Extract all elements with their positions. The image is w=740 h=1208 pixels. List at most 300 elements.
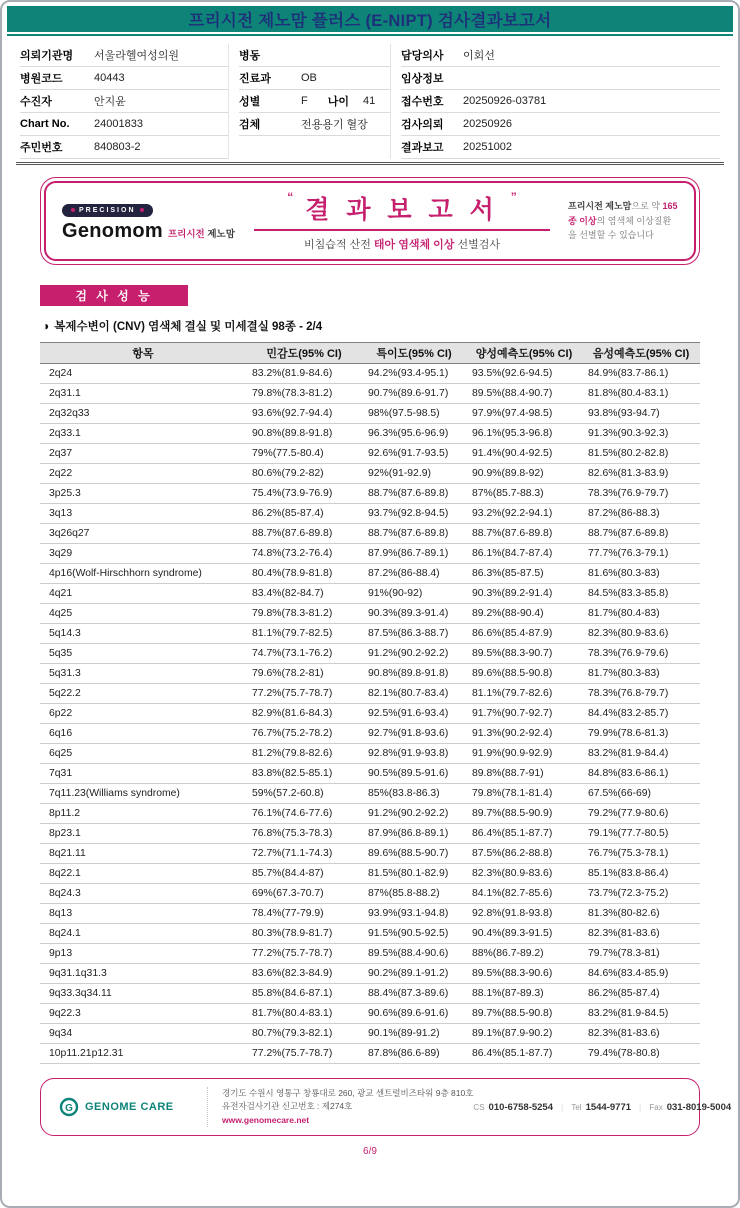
section-divider — [16, 162, 724, 165]
text-segment: 제노맘 — [207, 229, 235, 240]
table-row — [40, 484, 700, 504]
gc-logo-text: GENOME CARE — [85, 1101, 174, 1113]
text-segment: 선별검사 — [454, 239, 500, 251]
item-cell: 8q24.1 — [40, 924, 246, 944]
info-row — [20, 67, 228, 90]
value-cell: 88%(86.7-89.2) — [466, 944, 582, 964]
value-cell: 81.6%(80.3-83) — [582, 564, 700, 584]
value-cell: 78.3%(76.8-79.7) — [582, 684, 700, 704]
info-row — [239, 67, 390, 90]
value-cell: 73.7%(72.3-75.2) — [582, 884, 700, 904]
value-cell: 93.2%(92.2-94.1) — [466, 504, 582, 524]
table-row — [40, 464, 700, 484]
value-cell: 88.4%(87.3-89.6) — [362, 984, 466, 1004]
info-label: 검사의뢰 — [401, 119, 444, 131]
info-row — [20, 136, 228, 159]
value-cell: 85%(83.8-86.3) — [362, 784, 466, 804]
value-cell: 79.7%(78.3-81) — [582, 944, 700, 964]
value-cell: 90.2%(89.1-91.2) — [362, 964, 466, 984]
result-report-banner-inner — [44, 181, 696, 261]
value-cell: 76.7%(75.2-78.2) — [246, 724, 362, 744]
info-value: 24001833 — [94, 118, 143, 130]
item-cell: 2q22 — [40, 464, 246, 484]
value-cell: 67.5%(66-69) — [582, 784, 700, 804]
table-row — [40, 944, 700, 964]
item-cell: 6q16 — [40, 724, 246, 744]
item-cell: 9p13 — [40, 944, 246, 964]
value-cell: 74.8%(73.2-76.4) — [246, 544, 362, 564]
value-cell: 92.5%(91.6-93.4) — [362, 704, 466, 724]
footer-address-block — [207, 1087, 473, 1127]
value-cell: 90.8%(89.8-91.8) — [246, 424, 362, 444]
value-cell: 59%(57.2-60.8) — [246, 784, 362, 804]
value-cell: 85.1%(83.8-86.4) — [582, 864, 700, 884]
table-row — [40, 804, 700, 824]
text-segment: 태아 염색체 이상 — [373, 239, 455, 251]
table-row — [40, 904, 700, 924]
table-row — [40, 564, 700, 584]
item-cell: 9q34 — [40, 1024, 246, 1044]
value-cell: 79.8%(78.1-81.4) — [466, 784, 582, 804]
value-cell: 80.7%(79.3-82.1) — [246, 1024, 362, 1044]
value-cell: 82.3%(80.9-83.6) — [582, 624, 700, 644]
section-title-test-performance — [40, 285, 188, 306]
table-row — [40, 964, 700, 984]
value-cell: 93.5%(92.6-94.5) — [466, 364, 582, 384]
value-cell: 86.6%(85.4-87.9) — [466, 624, 582, 644]
info-label: 수진자 — [20, 96, 52, 108]
value-cell: 94.2%(93.4-95.1) — [362, 364, 466, 384]
table-row — [40, 784, 700, 804]
table-row — [40, 444, 700, 464]
table-row — [40, 724, 700, 744]
value-cell: 81.7%(80.3-83) — [582, 664, 700, 684]
item-cell: 8q22.1 — [40, 864, 246, 884]
footer — [40, 1078, 732, 1136]
value-cell: 87.5%(86.2-88.8) — [466, 844, 582, 864]
text-segment: 165종 이상 — [568, 201, 678, 226]
info-value: 안지윤 — [94, 96, 126, 108]
value-cell: 87.2%(86-88.3) — [582, 504, 700, 524]
value-cell: 92.6%(91.7-93.5) — [362, 444, 466, 464]
value-cell: 81.1%(79.7-82.6) — [466, 684, 582, 704]
table-row — [40, 704, 700, 724]
value-cell: 79%(77.5-80.4) — [246, 444, 362, 464]
info-label: 결과보고 — [401, 142, 444, 154]
text-segment: 의 염색체 이상질환을 선별할 수 있습니다 — [568, 215, 672, 241]
value-cell: 93.8%(93-94.7) — [582, 404, 700, 424]
value-cell: 83.2%(81.9-84.4) — [582, 744, 700, 764]
value-cell: 90.7%(89.6-91.7) — [362, 384, 466, 404]
info-row — [401, 136, 720, 159]
value-cell: 91.3%(90.3-92.3) — [582, 424, 700, 444]
contact-label: Fax — [649, 1102, 663, 1112]
quote-close-icon: ” — [510, 190, 517, 204]
item-cell: 4q21 — [40, 584, 246, 604]
item-cell: 6p22 — [40, 704, 246, 724]
contact-value: 1544-9771 — [585, 1101, 632, 1113]
value-cell: 81.8%(80.4-83.1) — [582, 384, 700, 404]
item-cell: 10p11.21p12.31 — [40, 1044, 246, 1064]
table-row — [40, 764, 700, 784]
value-cell: 86.4%(85.1-87.7) — [466, 1044, 582, 1064]
report-title-text: 결 과 보 고 서 — [305, 196, 499, 224]
table-header-row — [40, 343, 700, 364]
item-cell: 2q33.1 — [40, 424, 246, 444]
value-cell: 86.2%(85-87.4) — [582, 984, 700, 1004]
info-label: 주민번호 — [20, 142, 63, 154]
value-cell: 91.4%(90.4-92.5) — [466, 444, 582, 464]
info-row — [239, 44, 390, 67]
value-cell: 80.6%(79.2-82) — [246, 464, 362, 484]
value-cell: 82.1%(80.7-83.4) — [362, 684, 466, 704]
value-cell: 80.3%(78.9-81.7) — [246, 924, 362, 944]
value-cell: 82.6%(81.3-83.9) — [582, 464, 700, 484]
value-cell: 79.6%(78.2-81) — [246, 664, 362, 684]
info-column-clinical — [228, 44, 390, 159]
info-label: 검체 — [239, 119, 261, 131]
brand-name-kr — [168, 226, 235, 240]
info-column-dates — [390, 44, 720, 159]
info-row — [401, 67, 720, 90]
value-cell: 97.9%(97.4-98.5) — [466, 404, 582, 424]
value-cell: 91.7%(90.7-92.7) — [466, 704, 582, 724]
value-cell: 86.2%(85-87.4) — [246, 504, 362, 524]
value-cell: 89.2%(88-90.4) — [466, 604, 582, 624]
table-caption — [42, 318, 738, 334]
table-row — [40, 364, 700, 384]
value-cell: 76.1%(74.6-77.6) — [246, 804, 362, 824]
report-title — [252, 190, 552, 226]
value-cell: 75.4%(73.9-76.9) — [246, 484, 362, 504]
value-cell: 88.1%(87-89.3) — [466, 984, 582, 1004]
table-row — [40, 1004, 700, 1024]
footer-address: 경기도 수원시 영통구 창룡대로 260, 광교 센트럴비즈타워 9층 810호 — [222, 1088, 474, 1099]
item-cell: 5q31.3 — [40, 664, 246, 684]
value-cell: 91.5%(90.5-92.5) — [362, 924, 466, 944]
item-cell: 2q37 — [40, 444, 246, 464]
item-cell: 2q24 — [40, 364, 246, 384]
info-label: 접수번호 — [401, 96, 444, 108]
item-cell: 7q31 — [40, 764, 246, 784]
report-title-block — [252, 190, 552, 252]
info-value: 서울라헬여성의원 — [94, 50, 180, 62]
value-cell: 90.3%(89.2-91.4) — [466, 584, 582, 604]
info-row — [20, 44, 228, 67]
value-cell: 79.8%(78.3-81.2) — [246, 604, 362, 624]
table-row — [40, 504, 700, 524]
value-cell: 77.2%(75.7-78.7) — [246, 1044, 362, 1064]
value-cell: 87.8%(86.6-89) — [362, 1044, 466, 1064]
item-cell: 3q29 — [40, 544, 246, 564]
contact-separator: | — [639, 1102, 642, 1112]
table-caption-text: 복제수변이 (CNV) 염색체 결실 및 미세결실 98종 - 2/4 — [54, 321, 323, 333]
value-cell: 90.9%(89.8-92) — [466, 464, 582, 484]
value-cell: 78.4%(77-79.9) — [246, 904, 362, 924]
value-cell: 76.7%(75.3-78.1) — [582, 844, 700, 864]
cnv-performance-table — [40, 342, 700, 1064]
value-cell: 89.5%(88.4-90.6) — [362, 944, 466, 964]
table-row — [40, 424, 700, 444]
half-circle-icon: ◑ — [42, 319, 50, 333]
item-cell: 7q11.23(Williams syndrome) — [40, 784, 246, 804]
info-label: 병동 — [239, 50, 261, 62]
info-value: 20250926-03781 — [463, 95, 547, 107]
info-row — [20, 113, 228, 136]
info-label: 임상정보 — [401, 73, 444, 85]
page-number: 6/9 — [363, 1146, 377, 1157]
contact-separator: | — [561, 1102, 564, 1112]
value-cell: 81.5%(80.1-82.9) — [362, 864, 466, 884]
value-cell: 77.7%(76.3-79.1) — [582, 544, 700, 564]
contact-value: 010-6758-5254 — [488, 1101, 553, 1113]
info-value: 840803-2 — [94, 141, 141, 153]
table-row — [40, 924, 700, 944]
value-cell: 89.7%(88.5-90.8) — [466, 1004, 582, 1024]
value-cell: 78.3%(76.9-79.7) — [582, 484, 700, 504]
value-cell: 84.1%(82.7-85.6) — [466, 884, 582, 904]
item-cell: 3p25.3 — [40, 484, 246, 504]
value-cell: 92.7%(91.8-93.6) — [362, 724, 466, 744]
brand-name: Genomom — [62, 220, 163, 242]
value-cell: 91.2%(90.2-92.2) — [362, 644, 466, 664]
value-cell: 88.7%(87.6-89.8) — [582, 524, 700, 544]
value-cell: 84.8%(83.6-86.1) — [582, 764, 700, 784]
value-cell: 83.6%(82.3-84.9) — [246, 964, 362, 984]
item-cell: 3q13 — [40, 504, 246, 524]
column-header: 양성예측도(95% CI) — [466, 343, 582, 364]
value-cell: 87.2%(86-88.4) — [362, 564, 466, 584]
contact-label: CS — [473, 1102, 485, 1112]
value-cell: 74.7%(73.1-76.2) — [246, 644, 362, 664]
item-cell: 5q14.3 — [40, 624, 246, 644]
table-row — [40, 544, 700, 564]
value-cell: 85.8%(84.6-87.1) — [246, 984, 362, 1004]
info-row — [239, 113, 390, 136]
info-row — [20, 90, 228, 113]
value-cell: 83.2%(81.9-84.6) — [246, 364, 362, 384]
result-report-banner — [40, 177, 700, 265]
item-cell: 8q24.3 — [40, 884, 246, 904]
value-cell: 85.7%(84.4-87) — [246, 864, 362, 884]
value-cell: 92%(91-92.9) — [362, 464, 466, 484]
svg-text:G: G — [65, 1102, 73, 1114]
table-row — [40, 1024, 700, 1044]
value-cell: 78.3%(76.9-79.6) — [582, 644, 700, 664]
value-cell: 87.9%(86.7-89.1) — [362, 544, 466, 564]
item-cell: 3q26q27 — [40, 524, 246, 544]
info-label: 성별 — [239, 96, 261, 108]
item-cell: 5q22.2 — [40, 684, 246, 704]
precision-badge — [62, 204, 153, 217]
value-cell: 89.6%(88.5-90.8) — [466, 664, 582, 684]
value-cell: 72.7%(71.1-74.3) — [246, 844, 362, 864]
text-segment: 프리시전 — [168, 229, 208, 240]
table-row — [40, 404, 700, 424]
table-row — [40, 684, 700, 704]
item-cell: 2q32q33 — [40, 404, 246, 424]
patient-info — [20, 44, 720, 159]
item-cell: 4q25 — [40, 604, 246, 624]
value-cell: 82.3%(81-83.6) — [582, 1024, 700, 1044]
info-value: 이회선 — [463, 50, 495, 62]
value-cell: 84.9%(83.7-86.1) — [582, 364, 700, 384]
value-cell: 84.5%(83.3-85.8) — [582, 584, 700, 604]
table-row — [40, 644, 700, 664]
brand-line — [62, 220, 252, 243]
value-cell: 93.7%(92.8-94.5) — [362, 504, 466, 524]
value-cell: 90.3%(89.3-91.4) — [362, 604, 466, 624]
value-cell: 81.7%(80.4-83) — [582, 604, 700, 624]
table-row — [40, 584, 700, 604]
table-body — [40, 364, 700, 1064]
info-value: 20250926 — [463, 118, 512, 130]
info-value: OB — [301, 72, 317, 84]
value-cell: 79.1%(77.7-80.5) — [582, 824, 700, 844]
item-cell: 2q31.1 — [40, 384, 246, 404]
item-cell: 8q21.11 — [40, 844, 246, 864]
table-row — [40, 844, 700, 864]
item-cell: 9q31.1q31.3 — [40, 964, 246, 984]
value-cell: 89.8%(88.7-91) — [466, 764, 582, 784]
footer-license: 유전자검사기관 신고번호 : 제274호 — [222, 1101, 353, 1112]
report-title-rule — [254, 229, 550, 231]
info-label: 나이 — [327, 96, 349, 108]
value-cell: 90.6%(89.6-91.6) — [362, 1004, 466, 1024]
badge-dot-icon — [140, 208, 144, 212]
column-header: 음성예측도(95% CI) — [582, 343, 700, 364]
value-cell: 87.5%(86.3-88.7) — [362, 624, 466, 644]
text-segment: 비침습적 산전 — [304, 239, 374, 251]
table-row — [40, 1044, 700, 1064]
value-cell: 82.3%(80.9-83.6) — [466, 864, 582, 884]
table-row — [40, 664, 700, 684]
table-row — [40, 624, 700, 644]
value-cell: 82.3%(81-83.6) — [582, 924, 700, 944]
value-cell: 91.2%(90.2-92.2) — [362, 804, 466, 824]
value-cell: 86.1%(84.7-87.4) — [466, 544, 582, 564]
value-cell: 87%(85.8-88.2) — [362, 884, 466, 904]
contact-item — [649, 1102, 731, 1113]
info-value: 20251002 — [463, 141, 512, 153]
value-cell: 83.2%(81.9-84.5) — [582, 1004, 700, 1024]
value-cell: 80.4%(78.9-81.8) — [246, 564, 362, 584]
value-cell: 84.4%(83.2-85.7) — [582, 704, 700, 724]
genome-care-logo — [59, 1097, 207, 1117]
value-cell: 90.8%(89.8-91.8) — [362, 664, 466, 684]
value-cell: 89.5%(88.3-90.6) — [466, 964, 582, 984]
value-cell: 96.3%(95.6-96.9) — [362, 424, 466, 444]
table-row — [40, 824, 700, 844]
item-cell: 5q35 — [40, 644, 246, 664]
table-row — [40, 884, 700, 904]
value-cell: 90.4%(89.3-91.5) — [466, 924, 582, 944]
page-title: 프리시전 제노맘 플러스 (E-NIPT) 검사결과보고서 — [188, 12, 552, 30]
value-cell: 92.8%(91.9-93.8) — [362, 744, 466, 764]
contact-item — [571, 1102, 631, 1113]
info-label: 담당의사 — [401, 50, 444, 62]
item-cell: 6q25 — [40, 744, 246, 764]
info-column-orderer — [20, 44, 228, 159]
value-cell: 89.5%(88.4-90.7) — [466, 384, 582, 404]
genomom-logo — [62, 199, 252, 243]
item-cell: 8p23.1 — [40, 824, 246, 844]
header-underline — [7, 34, 733, 36]
value-cell: 83.8%(82.5-85.1) — [246, 764, 362, 784]
text-segment: 프리시전 제노맘 — [568, 201, 632, 212]
value-cell: 93.9%(93.1-94.8) — [362, 904, 466, 924]
text-segment: 으로 약 — [631, 201, 663, 212]
badge-label: PRECISION — [79, 206, 136, 214]
value-cell: 76.8%(75.3-78.3) — [246, 824, 362, 844]
contact-label: Tel — [571, 1102, 582, 1112]
item-cell: 8p11.2 — [40, 804, 246, 824]
value-cell: 88.7%(87.6-89.8) — [362, 484, 466, 504]
value-cell: 79.8%(78.3-81.2) — [246, 384, 362, 404]
info-row — [401, 44, 720, 67]
report-subtitle — [252, 236, 552, 252]
value-cell: 91.9%(90.9-92.9) — [466, 744, 582, 764]
value-cell: 87.9%(86.8-89.1) — [362, 824, 466, 844]
info-value: 전용용기 혈장 — [301, 119, 368, 131]
contact-item — [473, 1102, 553, 1113]
value-cell: 90.1%(89-91.2) — [362, 1024, 466, 1044]
table-row — [40, 984, 700, 1004]
report-header-bar — [7, 6, 733, 32]
contact-value: 031-8019-5004 — [666, 1101, 732, 1113]
table-row — [40, 864, 700, 884]
item-cell: 4p16(Wolf-Hirschhorn syndrome) — [40, 564, 246, 584]
info-label: 병원코드 — [20, 73, 63, 85]
info-label: 진료과 — [239, 73, 271, 85]
info-row — [401, 113, 720, 136]
value-cell: 81.2%(79.8-82.6) — [246, 744, 362, 764]
column-header: 항목 — [40, 343, 246, 364]
value-cell: 79.9%(78.6-81.3) — [582, 724, 700, 744]
info-label: Chart No. — [20, 118, 70, 130]
value-cell: 98%(97.5-98.5) — [362, 404, 466, 424]
info-value: F — [301, 95, 308, 107]
value-cell: 79.4%(78-80.8) — [582, 1044, 700, 1064]
table-row — [40, 524, 700, 544]
value-cell: 89.5%(88.3-90.7) — [466, 644, 582, 664]
value-cell: 91.3%(90.2-92.4) — [466, 724, 582, 744]
value-cell: 83.4%(82-84.7) — [246, 584, 362, 604]
value-cell: 84.6%(83.4-85.9) — [582, 964, 700, 984]
value-cell: 69%(67.3-70.7) — [246, 884, 362, 904]
column-header: 특이도(95% CI) — [362, 343, 466, 364]
value-cell: 86.3%(85-87.5) — [466, 564, 582, 584]
value-cell: 86.4%(85.1-87.7) — [466, 824, 582, 844]
info-value: 40443 — [94, 72, 125, 84]
value-cell: 81.7%(80.4-83.1) — [246, 1004, 362, 1024]
section-title-text: 검 사 성 능 — [75, 289, 153, 303]
value-cell: 77.2%(75.7-78.7) — [246, 684, 362, 704]
value-cell: 87%(85.7-88.3) — [466, 484, 582, 504]
value-cell: 81.3%(80-82.6) — [582, 904, 700, 924]
info-value: 41 — [363, 95, 376, 107]
badge-dot-icon — [71, 208, 75, 212]
item-cell: 9q33.3q34.11 — [40, 984, 246, 1004]
footer-website: www.genomecare.net — [222, 1114, 310, 1125]
value-cell: 89.1%(87.9-90.2) — [466, 1024, 582, 1044]
value-cell: 96.1%(95.3-96.8) — [466, 424, 582, 444]
gc-logo-icon — [59, 1097, 79, 1117]
value-cell: 88.7%(87.6-89.8) — [246, 524, 362, 544]
quote-open-icon: “ — [287, 190, 294, 204]
value-cell: 92.8%(91.8-93.8) — [466, 904, 582, 924]
value-cell: 79.2%(77.9-80.6) — [582, 804, 700, 824]
